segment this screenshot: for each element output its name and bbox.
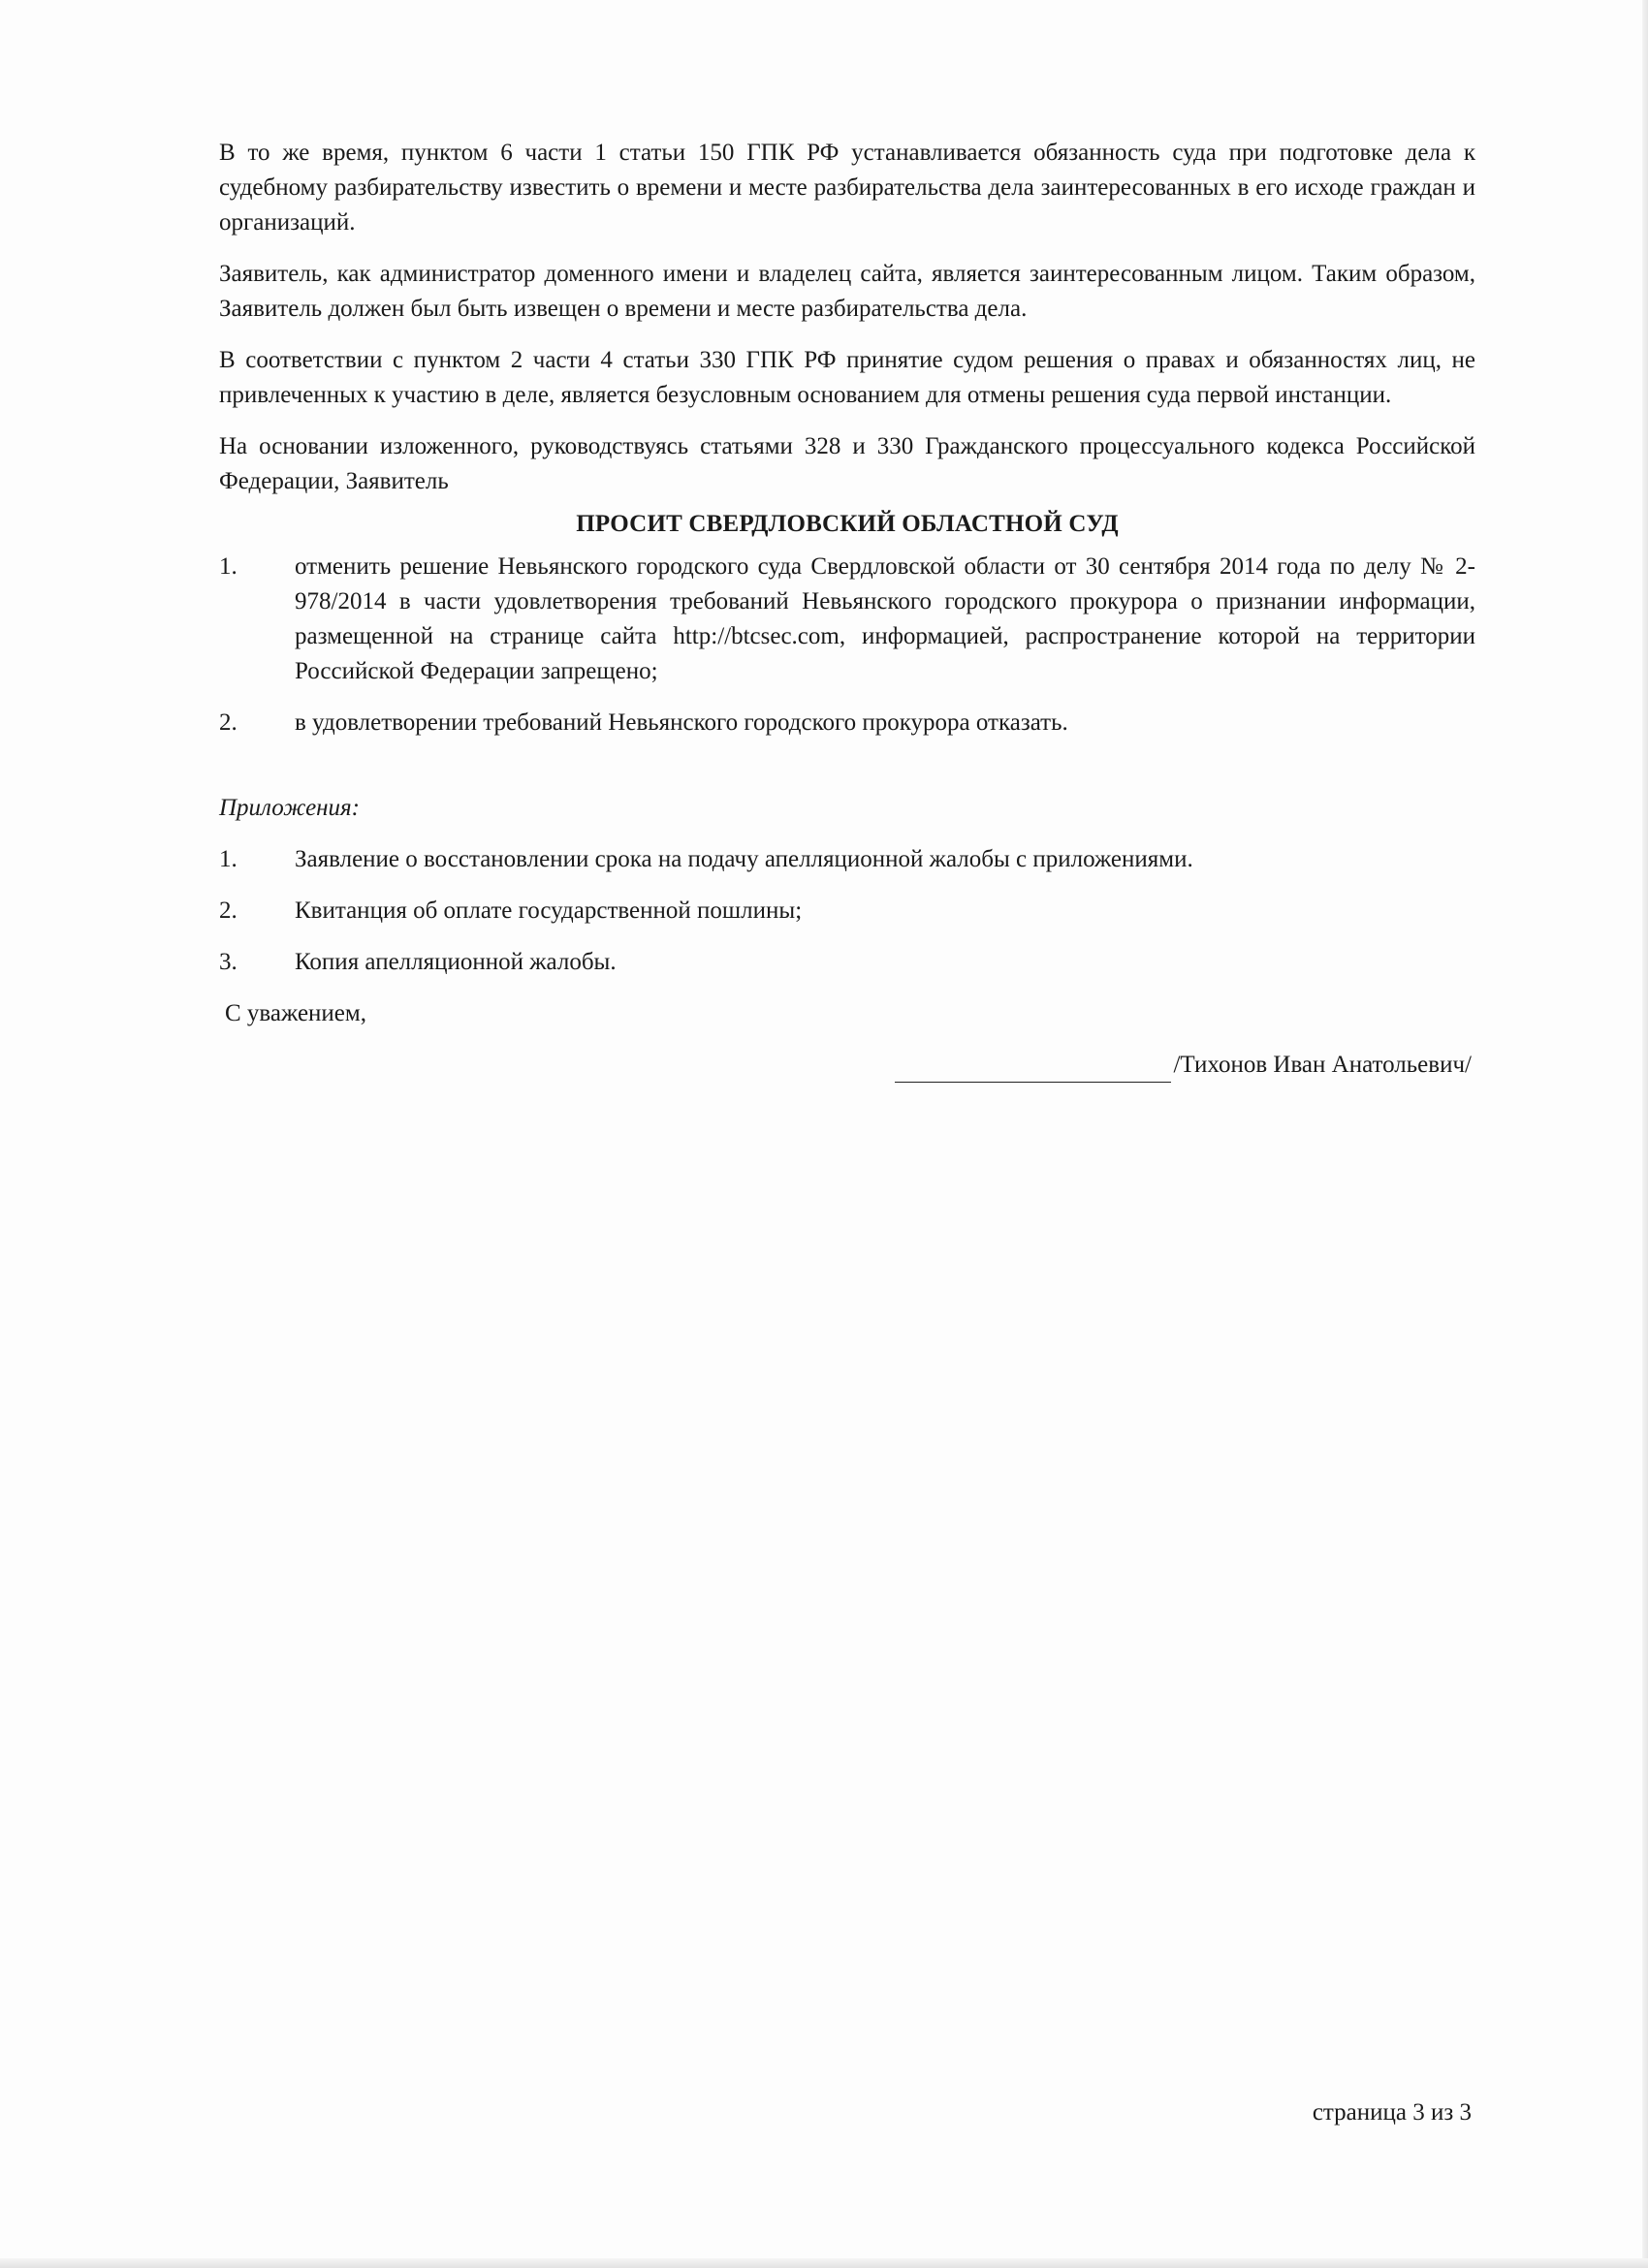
request-number: 2. xyxy=(219,709,238,736)
page-number: страница 3 из 3 xyxy=(1312,2099,1472,2126)
closing-salutation: С уважением, xyxy=(225,1000,366,1026)
signatory-name: /Тихонов Иван Анатольевич/ xyxy=(1173,1052,1472,1078)
attachment-text: Квитанция об оплате государственной пошлины; xyxy=(295,898,803,924)
paragraph-interested-party: Заявитель, как администратор доменного имени и владелец сайта, является заинтересованным лицом. Таким образом, Заявитель должен был быть извещен о времени и месте разбирательства дела. xyxy=(219,261,1475,322)
signature-line xyxy=(895,1055,1171,1083)
attachment-text: Заявление о восстановлении срока на подачу апелляционной жалобы с приложениями. xyxy=(295,846,1193,872)
attachment-item xyxy=(219,945,1475,980)
attachment-number: 3. xyxy=(219,949,238,975)
request-text: отменить решение Невьянского городского суда Свердловской области от 30 сентября 2014 года по делу № 2-978/2014 в части удовлетворения требований Невьянского городского прокурора о признании информации, размещенной на странице сайта http://btcsec.com, информацией, распространение которой на территории Российской Федерации запрещено; xyxy=(295,553,1475,684)
attachment-item xyxy=(219,842,1475,877)
attachment-text: Копия апелляционной жалобы. xyxy=(295,949,617,975)
scan-edge-bottom xyxy=(0,2258,1648,2268)
request-item xyxy=(219,706,1475,740)
request-text: в удовлетворении требований Невьянского городского прокурора отказать. xyxy=(295,709,1068,736)
scan-edge-right xyxy=(1642,0,1648,2268)
paragraph-notice-obligation: В то же время, пунктом 6 части 1 статьи 150 ГПК РФ устанавливается обязанность суда при подготовке дела к судебному разбирательству известить о времени и месте разбирательства дела заинтересованных в его исходе граждан и организаций. xyxy=(219,140,1475,236)
attachment-number: 2. xyxy=(219,898,238,924)
request-number: 1. xyxy=(219,553,238,580)
attachments-title: Приложения: xyxy=(219,795,361,821)
attachment-item xyxy=(219,894,1475,929)
paragraph-on-basis: На основании изложенного, руководствуясь статьями 328 и 330 Гражданского процессуального кодекса Российской Федерации, Заявитель xyxy=(219,433,1475,494)
document-body xyxy=(219,136,1475,1083)
request-heading: ПРОСИТ СВЕРДЛОВСКИЙ ОБЛАСТНОЙ СУД xyxy=(576,511,1119,537)
attachment-number: 1. xyxy=(219,846,238,872)
request-item xyxy=(219,550,1475,689)
signature-block xyxy=(219,1048,1475,1083)
paragraph-grounds-for-reversal: В соответствии с пунктом 2 части 4 статьи 330 ГПК РФ принятие судом решения о правах и обязанностях лиц, не привлеченных к участию в деле, является безусловным основанием для отмены решения суда первой инстанции. xyxy=(219,347,1475,408)
